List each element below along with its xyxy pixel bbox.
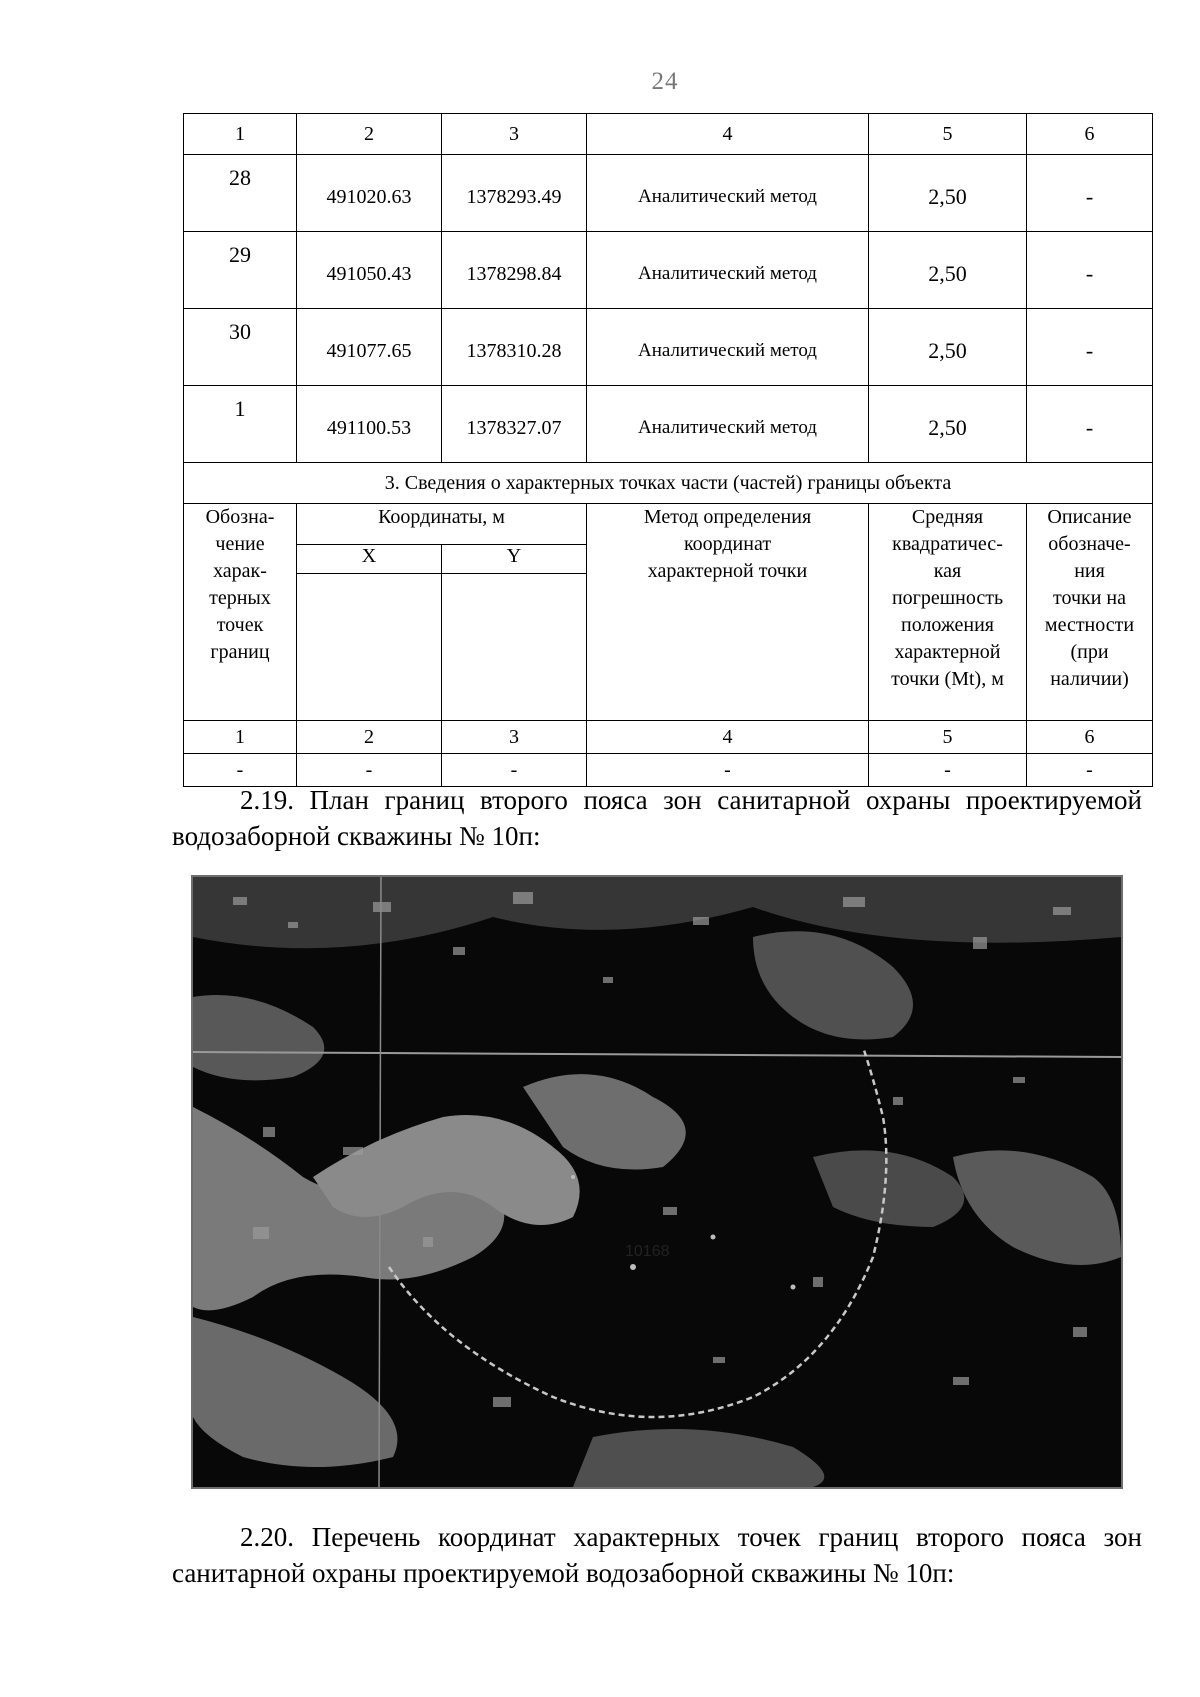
paragraph-2-19: 2.19. План границ второго пояса зон санитарной охраны проектируемой водозаборной скважины № 10п: <box>172 785 1142 851</box>
paragraph-2-20: 2.20. Перечень координат характерных точек границ второго пояса зон санитарной охраны проектируемой водозаборной скважины № 10п: <box>172 1522 1142 1588</box>
method: Аналитический метод <box>587 155 869 232</box>
empty-value: - <box>184 754 297 787</box>
coord-x: 491050.43 <box>297 232 442 309</box>
header-x: X <box>297 545 442 574</box>
empty-value: - <box>869 754 1027 787</box>
table-row <box>184 232 1153 309</box>
coord-y: 1378327.07 <box>442 386 587 463</box>
col-number: 4 <box>587 721 869 754</box>
table-row <box>184 309 1153 386</box>
page-number: 24 <box>651 68 679 95</box>
col-number: 2 <box>297 721 442 754</box>
empty-value: - <box>297 754 442 787</box>
col-number: 5 <box>869 721 1027 754</box>
col-number: 6 <box>1027 114 1153 155</box>
error: 2,50 <box>869 386 1027 463</box>
point-number: 29 <box>184 232 297 309</box>
col-number: 6 <box>1027 721 1153 754</box>
zone-map-image <box>191 875 1123 1489</box>
point-number: 30 <box>184 309 297 386</box>
col-number: 1 <box>184 721 297 754</box>
empty-value: - <box>442 754 587 787</box>
header-y: Y <box>442 545 587 574</box>
header-coords: Координаты, м <box>297 504 587 545</box>
map-texture <box>193 877 1121 1487</box>
col-number: 4 <box>587 114 869 155</box>
table-row <box>184 386 1153 463</box>
col-number: 5 <box>869 114 1027 155</box>
coord-y: 1378293.49 <box>442 155 587 232</box>
method: Аналитический метод <box>587 309 869 386</box>
section-title-row <box>184 463 1153 504</box>
description: - <box>1027 155 1153 232</box>
header-designation: Обозна- чение харак- терных точек границ <box>184 504 297 721</box>
header-x-space <box>297 574 442 721</box>
coord-y: 1378298.84 <box>442 232 587 309</box>
section3-header-row <box>184 504 1153 545</box>
table-header-row <box>184 114 1153 155</box>
table-row <box>184 155 1153 232</box>
header-description: Описание обозначе- ния точки на местности (при наличии) <box>1027 504 1153 721</box>
error: 2,50 <box>869 155 1027 232</box>
header-error: Средняя квадратичес- кая погрешность положения характерной точки (Mt), м <box>869 504 1027 721</box>
point-number: 1 <box>184 386 297 463</box>
section-title: 3. Сведения о характерных точках части (частей) границы объекта <box>184 463 1153 504</box>
header-method: Метод определения координат характерной точки <box>587 504 869 721</box>
map-label: 10168 <box>625 1243 670 1260</box>
header-y-space <box>442 574 587 721</box>
coordinates-table <box>183 113 1153 787</box>
description: - <box>1027 232 1153 309</box>
section3-number-row <box>184 721 1153 754</box>
coord-y: 1378310.28 <box>442 309 587 386</box>
col-number: 3 <box>442 721 587 754</box>
method: Аналитический метод <box>587 386 869 463</box>
empty-value: - <box>1027 754 1153 787</box>
point-number: 28 <box>184 155 297 232</box>
col-number: 2 <box>297 114 442 155</box>
col-number: 3 <box>442 114 587 155</box>
error: 2,50 <box>869 232 1027 309</box>
col-number: 1 <box>184 114 297 155</box>
coord-x: 491077.65 <box>297 309 442 386</box>
coord-x: 491020.63 <box>297 155 442 232</box>
empty-value: - <box>587 754 869 787</box>
error: 2,50 <box>869 309 1027 386</box>
method: Аналитический метод <box>587 232 869 309</box>
coord-x: 491100.53 <box>297 386 442 463</box>
description: - <box>1027 309 1153 386</box>
description: - <box>1027 386 1153 463</box>
